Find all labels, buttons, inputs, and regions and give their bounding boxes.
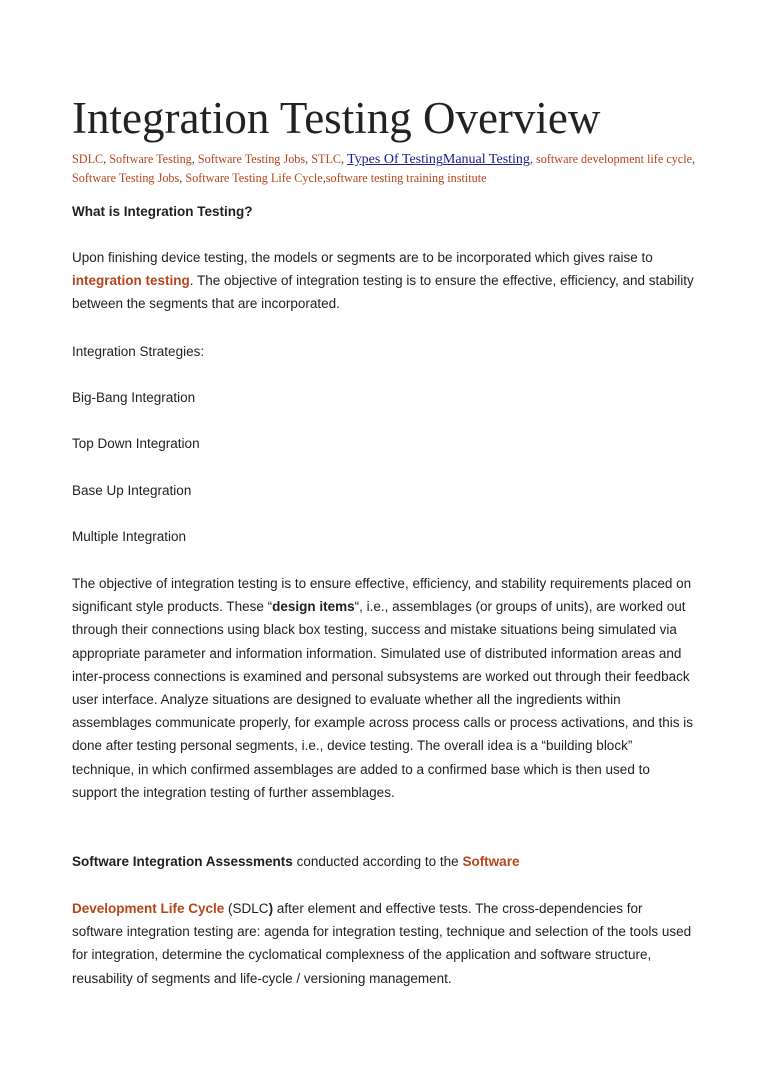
tag-link[interactable]: software development life cycle — [536, 152, 693, 166]
tag-separator: , — [103, 152, 110, 166]
tag-link[interactable]: Manual Testing — [442, 152, 530, 167]
tag-separator: , — [692, 152, 696, 166]
section-heading: What is Integration Testing? — [72, 204, 253, 219]
assessments-paragraph — [72, 850, 697, 873]
sdlc-text: (SDLC — [224, 901, 269, 916]
tag-link[interactable]: STLC — [311, 152, 342, 166]
sdlc-text: after element and effective tests. The cross-dependencies for software integration testing are: agenda for integration testing, technique and selection of the tools used for integration, determine the cyclomatical complexness of the application and software structure, reusability of segments and life-cycle / versioning management. — [72, 901, 692, 986]
page-title: Integration Testing Overview — [72, 93, 601, 143]
tag-separator: , — [191, 152, 198, 166]
intro-paragraph — [72, 246, 697, 316]
tag-separator: , — [529, 152, 537, 166]
tag-separator: , — [322, 171, 326, 185]
tag-separator: , — [305, 152, 312, 166]
development-life-cycle-link[interactable]: Development Life Cycle — [72, 901, 225, 916]
sdlc-paren: ) — [268, 901, 274, 916]
strategy-item: Big-Bang Integration — [72, 390, 196, 405]
intro-text: Upon finishing device testing, the models or segments are to be incorporated which gives raise to — [72, 250, 653, 265]
objective-text: The objective of integration testing is to ensure effective, efficiency, and stability requirements placed on significant style products. These “ — [72, 576, 692, 615]
tag-separator: , — [179, 171, 186, 185]
tag-link[interactable]: Software Testing — [109, 152, 192, 166]
objective-text: “, i.e., assemblages (or groups of units), are worked out through their connections using black box testing, success and mistake situations being simulated via appropriate parameter and information information. Simulated use of distributed information areas and inter-process connections is examined and personal subsystems are worked out through their feedback user interface. Analyze situations are designed to evaluate whether all the ingredients within assemblages communicate properly, for example across process calls or process activations, and this is done after testing personal segments, i.e., device testing. The overall idea is a “building block” technique, in which confirmed assemblages are added to a confirmed base which is then used to support the integration testing of further assemblages. — [72, 599, 694, 800]
strategies-label: Integration Strategies: — [72, 344, 205, 359]
strategy-item: Top Down Integration — [72, 436, 200, 451]
design-items-term: design items — [272, 599, 355, 615]
tag-link[interactable]: Types Of Testing — [347, 152, 443, 167]
tag-link[interactable]: Software Testing Jobs — [72, 171, 180, 185]
software-link[interactable]: Software — [462, 854, 520, 869]
sdlc-paragraph — [72, 897, 697, 990]
tag-link[interactable]: software testing training institute — [325, 171, 487, 185]
integration-testing-link[interactable]: integration testing — [72, 273, 190, 289]
strategy-item: Base Up Integration — [72, 483, 192, 498]
assessments-text: conducted according to the — [292, 854, 463, 869]
tag-link[interactable]: Software Testing Jobs — [197, 152, 306, 166]
assessments-term: Software Integration Assessments — [72, 854, 293, 869]
tag-separator: , — [341, 152, 348, 166]
strategy-item: Multiple Integration — [72, 529, 187, 544]
tag-list — [72, 150, 712, 188]
objective-paragraph — [72, 572, 697, 804]
tag-link[interactable]: SDLC — [72, 152, 104, 166]
tag-link[interactable]: Software Testing Life Cycle — [185, 171, 323, 185]
intro-text: . The objective of integration testing is to ensure the effective, efficiency, and stability between the segments that are incorporated. — [72, 273, 694, 312]
